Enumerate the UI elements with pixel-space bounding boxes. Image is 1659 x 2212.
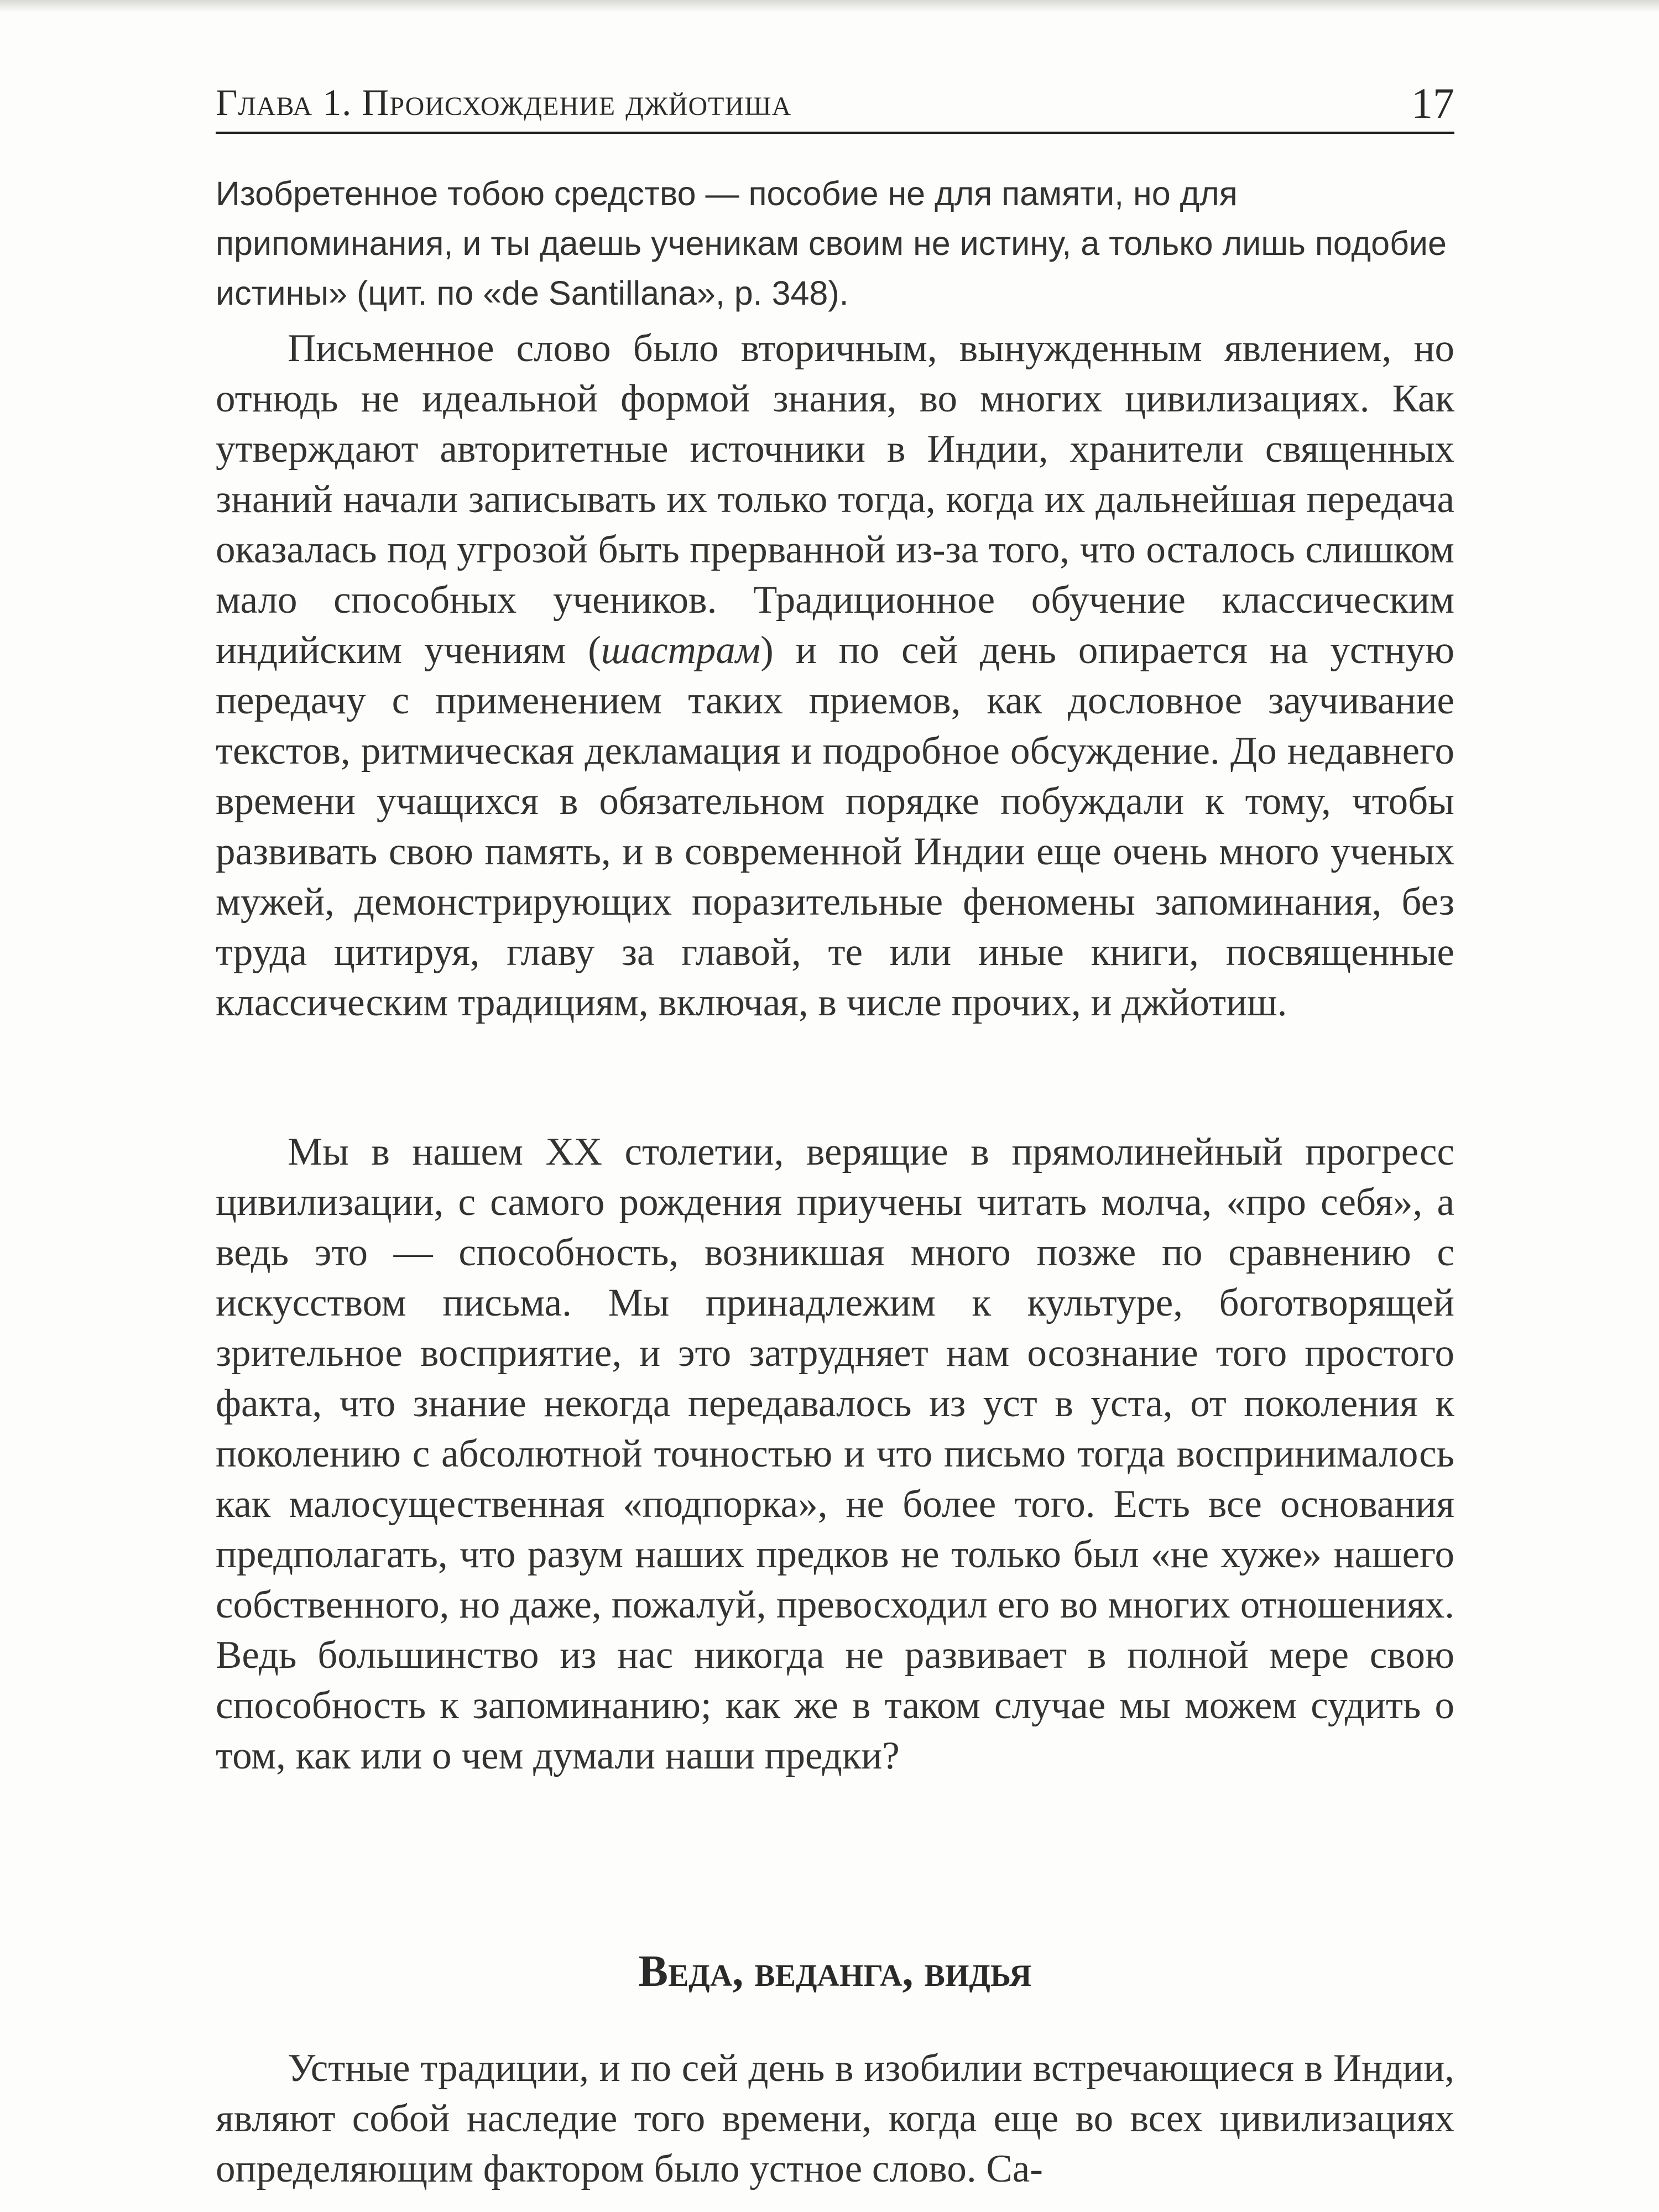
paragraph-1-text-start: Письменное слово было вторичным, вынужденным явлением, но отнюдь не идеальной формой знания, во многих цивилизациях. Как утверждают авторитетные источники в Индии, хранители священных знаний начали записывать их только тогда, когда их дальнейшая передача оказалась под угрозой быть прерванной из-за того, что осталось слишком мало способных учеников. Традиционное обучение классическим индийским учениям ( bbox=[216, 327, 1454, 672]
paragraph-2: Мы в нашем XX столетии, верящие в прямолинейный прогресс цивилизации, с самого рождения приучены читать молча, «про себя», а ведь это — способность, возникшая много позже по сравнению с искусством письма. Мы принадлежим к культуре, боготворящей зрительное восприятие, и это затрудняет нам осознание того простого факта, что знание некогда передавалось из уст в уста, от поколения к поколению с абсолютной точностью и что письмо тогда воспринималось как малосущественная «подпорка», не более того. Есть все основания предполагать, что разум наших предков не только был «не хуже» нашего собственного, но даже, пожалуй, превосходил его во многих отношениях. Ведь большинство из нас никогда не развивает в полной мере свою способность к запоминанию; как же в таком случае мы можем судить о том, как или о чем думали наши предки? bbox=[216, 1130, 1454, 1777]
running-head: Глава 1. Происхождение джйотиша bbox=[216, 81, 792, 123]
paragraph-1-text-end: ) и по сей день опирается на устную передачу с применением таких приемов, как дословное заучивание текстов, ритмическая декламация и подробное обсуждение. До недавнего времени учащихся в обязательном порядке побуждали к тому, чтобы развивать свою память, и в современной Индии еще очень много ученых мужей, демонстрирующих поразительные феномены запоминания, без труда цитируя, главу за главой, те или иные книги, посвященные классическим традициям, включая, в числе прочих, и джйотиш. bbox=[216, 629, 1454, 1024]
page-number: 17 bbox=[1411, 79, 1454, 127]
paragraph-1-italic-term: шастрам bbox=[601, 629, 761, 672]
scan-edge bbox=[0, 0, 1659, 12]
paragraph-3: Устные традиции, и по сей день в изобилии встречающиеся в Индии, являют собой наследие того времени, когда еще во всех цивилизациях определяющим фактором было устное слово. Са- bbox=[216, 2047, 1454, 2190]
page-header bbox=[216, 76, 1454, 134]
paragraph-1 bbox=[216, 324, 1454, 1028]
section-heading: Веда, веданга, видья bbox=[638, 1947, 1032, 1996]
quotation-block: Изобретенное тобою средство — пособие не для памяти, но для припоминания, и ты даешь ученикам своим не истину, а только лишь подобие истины» (цит. по «de Santillana», р. 348). bbox=[216, 175, 1447, 312]
